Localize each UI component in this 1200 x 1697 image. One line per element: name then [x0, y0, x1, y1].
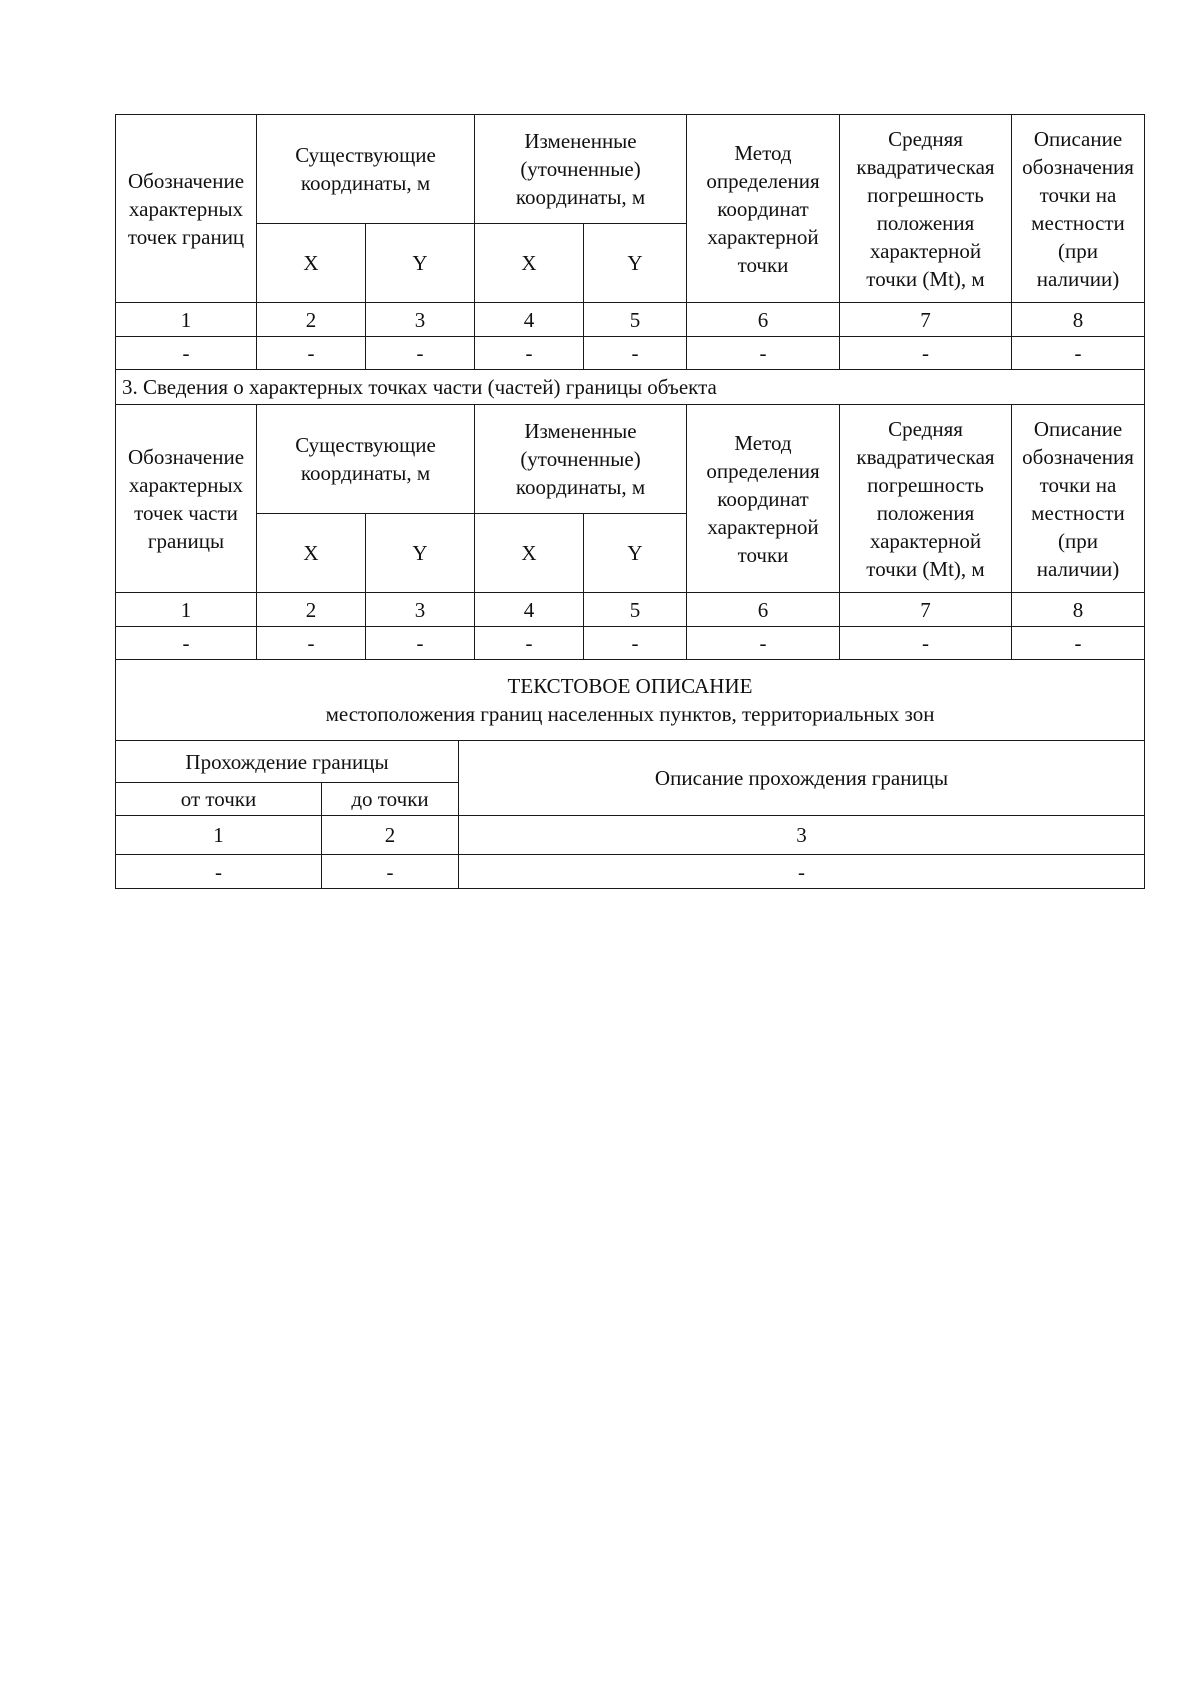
column-number: 3: [366, 303, 475, 337]
table-cell: -: [116, 855, 322, 889]
boundary-description-table: [115, 660, 1145, 889]
section3-title: 3. Сведения о характерных точках части (частей) границы объекта: [116, 370, 1145, 405]
table-cell: -: [257, 627, 366, 660]
column-number: 1: [116, 593, 257, 627]
column-number: 5: [584, 303, 687, 337]
header-existing-coords: Существующие координаты, м: [257, 405, 475, 514]
text-description-title-row: [116, 660, 1145, 741]
table-cell: -: [1012, 627, 1145, 660]
column-number: 7: [840, 303, 1012, 337]
header-point-designation: Обозначение характерных точек границ: [116, 115, 257, 303]
column-numbers-row: [116, 303, 1145, 337]
table-cell: -: [366, 627, 475, 660]
column-number: 6: [687, 593, 840, 627]
table-cell: -: [366, 337, 475, 370]
header-existing-coords: Существующие координаты, м: [257, 115, 475, 224]
table-cell: -: [257, 337, 366, 370]
column-number: 2: [257, 593, 366, 627]
section3-header-row: [116, 405, 1145, 514]
column-number: 8: [1012, 303, 1145, 337]
header-error: Средняя квадратическая погрешность положения характерной точки (Mt), м: [840, 405, 1012, 593]
column-numbers-row: [116, 593, 1145, 627]
table-cell: -: [1012, 337, 1145, 370]
document-page: [115, 114, 1144, 889]
table-cell: -: [475, 337, 584, 370]
table-row: [116, 337, 1145, 370]
header-passage-description: Описание прохождения границы: [459, 741, 1145, 816]
table-cell: -: [584, 627, 687, 660]
column-number: 6: [687, 303, 840, 337]
header-error: Средняя квадратическая погрешность положения характерной точки (Mt), м: [840, 115, 1012, 303]
text-description-heading: [116, 660, 1145, 741]
text-description-title: ТЕКСТОВОЕ ОПИСАНИЕ: [507, 674, 753, 698]
column-number: 3: [459, 816, 1145, 855]
column-number: 1: [116, 816, 322, 855]
header-passage: Прохождение границы: [116, 741, 459, 783]
header-method: Метод определения координат характерной точки: [687, 405, 840, 593]
table-cell: -: [116, 627, 257, 660]
header-y: Y: [584, 224, 687, 303]
header-x: X: [475, 514, 584, 593]
column-number: 2: [257, 303, 366, 337]
column-number: 8: [1012, 593, 1145, 627]
header-from-point: от точки: [116, 783, 322, 816]
column-number: 7: [840, 593, 1012, 627]
column-numbers-row: [116, 816, 1145, 855]
table-row: [116, 855, 1145, 889]
header-y: Y: [366, 224, 475, 303]
table-cell: -: [459, 855, 1145, 889]
table-cell: -: [116, 337, 257, 370]
header-y: Y: [366, 514, 475, 593]
table-cell: -: [840, 337, 1012, 370]
header-method: Метод определения координат характерной точки: [687, 115, 840, 303]
header-x: X: [257, 514, 366, 593]
column-number: 5: [584, 593, 687, 627]
passage-header-row: [116, 741, 1145, 783]
column-number: 4: [475, 593, 584, 627]
column-number: 1: [116, 303, 257, 337]
header-part-point-designation: Обозначение характерных точек части границы: [116, 405, 257, 593]
header-changed-coords: Измененные (уточненные) координаты, м: [475, 115, 687, 224]
table-cell: -: [322, 855, 459, 889]
column-number: 3: [366, 593, 475, 627]
header-changed-coords: Измененные (уточненные) координаты, м: [475, 405, 687, 514]
header-to-point: до точки: [322, 783, 459, 816]
header-y: Y: [584, 514, 687, 593]
table-cell: -: [840, 627, 1012, 660]
points-table: [115, 114, 1145, 660]
points-header-row: [116, 115, 1145, 224]
table-cell: -: [584, 337, 687, 370]
section3-title-row: [116, 370, 1145, 405]
text-description-subtitle: местоположения границ населенных пунктов, территориальных зон: [325, 702, 935, 726]
header-x: X: [257, 224, 366, 303]
table-row: [116, 627, 1145, 660]
column-number: 2: [322, 816, 459, 855]
column-number: 4: [475, 303, 584, 337]
table-cell: -: [687, 337, 840, 370]
table-cell: -: [687, 627, 840, 660]
header-description: Описание обозначения точки на местности (при наличии): [1012, 405, 1145, 593]
header-x: X: [475, 224, 584, 303]
table-cell: -: [475, 627, 584, 660]
header-description: Описание обозначения точки на местности (при наличии): [1012, 115, 1145, 303]
